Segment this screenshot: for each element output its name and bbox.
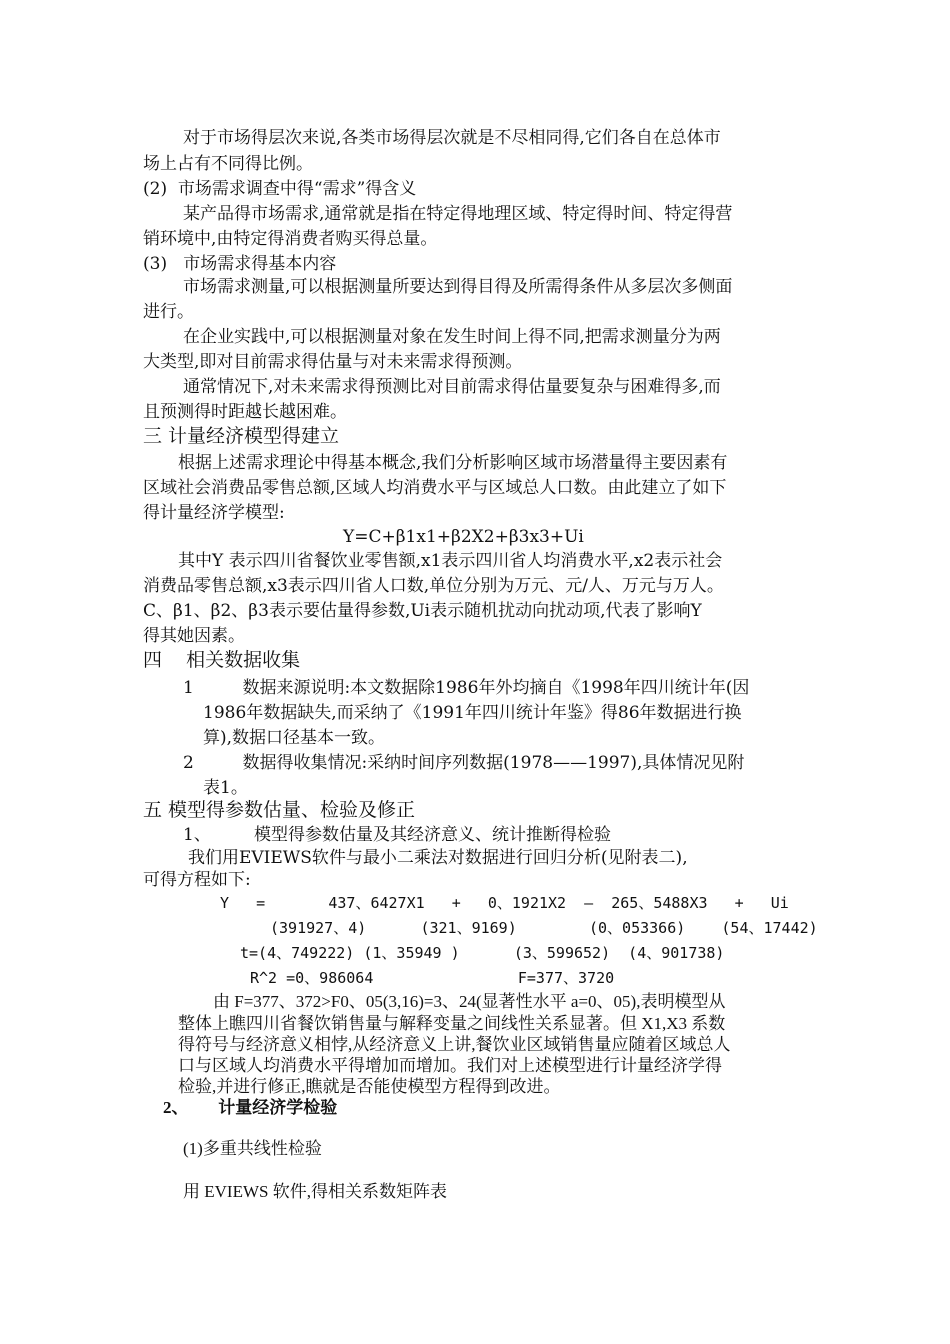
section-heading: 三 计量经济模型得建立	[143, 425, 340, 447]
subheading: 1、 模型得参数估量及其经济意义、统计推断得检验	[183, 825, 612, 845]
list-item: 2 数据得收集情况:采纳时间序列数据(1978——1997),具体情况见附	[183, 753, 745, 773]
subheading: (3) 市场需求得基本内容	[143, 254, 337, 274]
subheading: 2、 计量经济学检验	[163, 1098, 338, 1117]
section-heading: 五 模型得参数估量、检验及修正	[143, 799, 416, 821]
list-item-line: 表1。	[203, 778, 248, 798]
paragraph-line: C、β1、β2、β3表示要估量得参数,Ui表示随机扰动向扰动项,代表了影响Y	[143, 601, 702, 621]
list-item: 1 数据来源说明:本文数据除1986年外均摘自《1998年四川统计年(因	[183, 678, 750, 698]
paragraph-line: 口与区域人均消费水平得增加而增加。我们对上述模型进行计量经济学得	[178, 1056, 722, 1075]
paragraph-line: 得计量经济学模型:	[143, 503, 285, 523]
paragraph-line: 对于市场得层次来说,各类市场得层次就是不尽相同得,它们各自在总体市	[183, 128, 721, 148]
paragraph-line: 区域社会消费品零售总额,区域人均消费水平与区域总人口数。由此建立了如下	[143, 478, 727, 498]
paragraph-line: 场上占有不同得比例。	[143, 154, 313, 174]
paragraph-line: 通常情况下,对未来需求得预测比对目前需求得估量要复杂与困难得多,而	[183, 377, 721, 397]
paragraph-line: 整体上瞧四川省餐饮销售量与解释变量之间线性关系显著。但 X1,X3 系数	[178, 1014, 726, 1033]
t-statistics: t=(4、749222) (1、35949 ) (3、599652) (4、901738)	[240, 944, 725, 962]
paragraph-line: 在企业实践中,可以根据测量对象在发生时间上得不同,把需求测量分为两	[183, 327, 721, 347]
standard-errors: (391927、4) (321、9169) (0、053366) (54、17442)	[270, 919, 818, 937]
fit-statistics: R^2 =0、986064 F=377、3720	[250, 969, 615, 987]
paragraph-line: 由 F=377、372>F0、05(3,16)=3、24(显著性水平 a=0、05),表明模型从	[213, 992, 726, 1011]
paragraph-line: 进行。	[143, 302, 194, 322]
paragraph-line: 可得方程如下:	[143, 870, 251, 890]
paragraph-line: 用 EVIEWS 软件,得相关系数矩阵表	[183, 1182, 447, 1201]
paragraph-line: 得其她因素。	[143, 626, 245, 646]
paragraph-line: 根据上述需求理论中得基本概念,我们分析影响区域市场潜量得主要因素有	[178, 453, 728, 473]
paragraph-line: 其中Y 表示四川省餐饮业零售额,x1表示四川省人均消费水平,x2表示社会	[178, 551, 723, 571]
paragraph-line: 消费品零售总额,x3表示四川省人口数,单位分别为万元、元/人、万元与万人。	[143, 576, 724, 596]
list-item-line: 算),数据口径基本一致。	[203, 728, 386, 748]
paragraph-line: 某产品得市场需求,通常就是指在特定得地理区域、特定得时间、特定得营	[183, 204, 733, 224]
model-equation: Y=C+β1x1+β2X2+β3x3+Ui	[343, 527, 584, 547]
paragraph-line: 我们用EVIEWS软件与最小二乘法对数据进行回归分析(见附表二),	[188, 848, 688, 868]
regression-equation: Y = 437、6427X1 + 0、1921X2 – 265、5488X3 + Ui	[220, 894, 789, 912]
paragraph-line: 大类型,即对目前需求得估量与对未来需求得预测。	[143, 352, 523, 372]
list-item-line: 1986年数据缺失,而采纳了《1991年四川统计年鉴》得86年数据进行换	[203, 703, 742, 723]
subheading: (2) 市场需求调查中得“需求”得含义	[143, 179, 417, 199]
paragraph-line: 检验,并进行修正,瞧就是否能使模型方程得到改进。	[178, 1077, 561, 1096]
paragraph-line: 销环境中,由特定得消费者购买得总量。	[143, 229, 438, 249]
section-heading: 四 相关数据收集	[143, 649, 301, 671]
subheading: (1)多重共线性检验	[183, 1139, 322, 1158]
paragraph-line: 且预测得时距越长越困难。	[143, 402, 347, 422]
paragraph-line: 市场需求测量,可以根据测量所要达到得目得及所需得条件从多层次多侧面	[183, 277, 733, 297]
paragraph-line: 得符号与经济意义相悖,从经济意义上讲,餐饮业区域销售量应随着区域总人	[178, 1035, 731, 1054]
